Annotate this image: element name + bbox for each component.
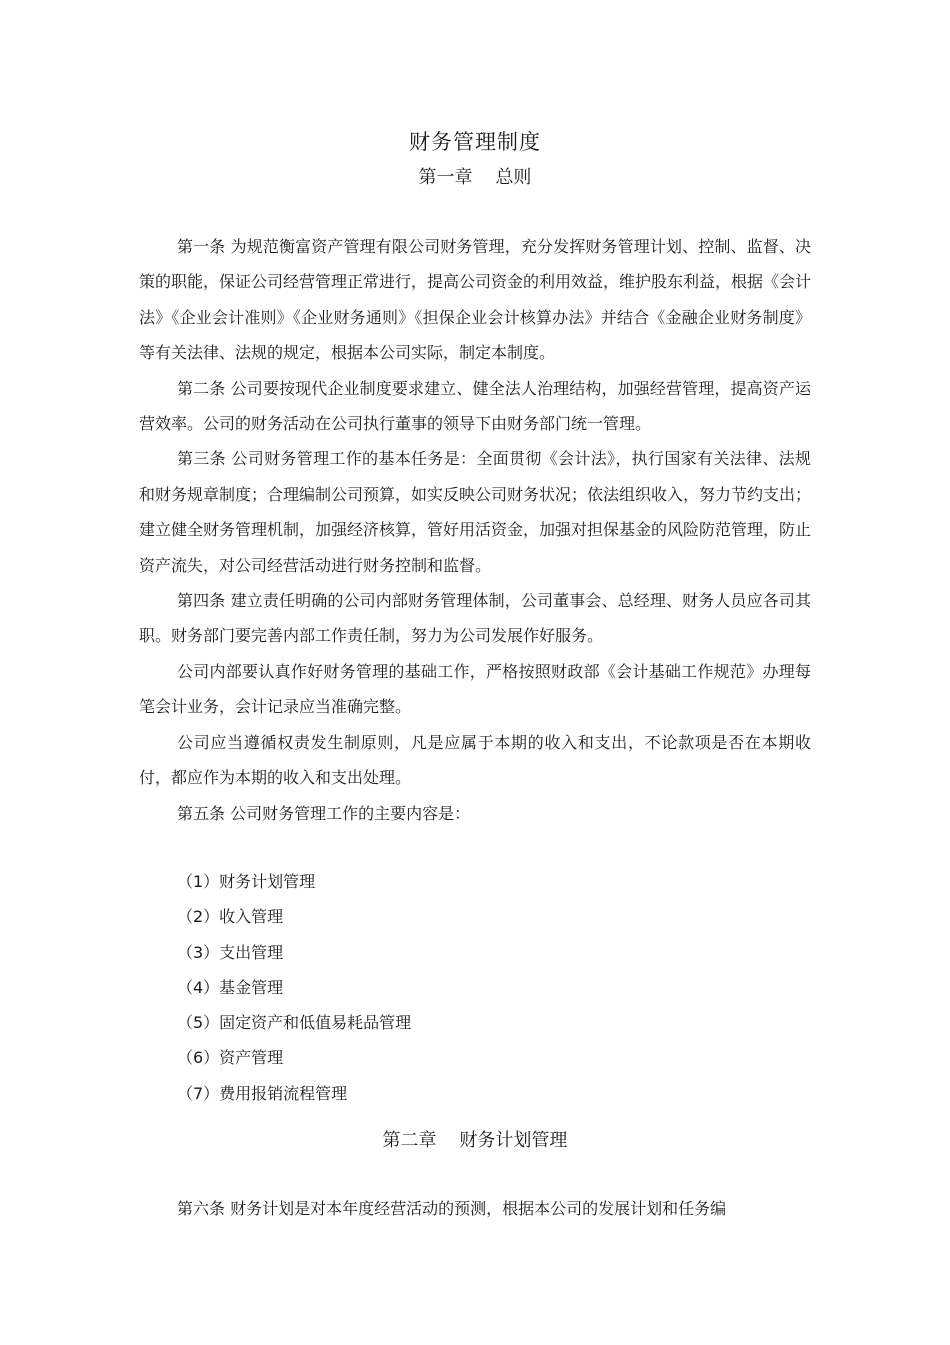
document-title: 财务管理制度 xyxy=(409,130,541,154)
list-item: （7）费用报销流程管理 xyxy=(177,1083,348,1103)
list-item: （4）基金管理 xyxy=(177,977,284,997)
article-3: 第三条 公司财务管理工作的基本任务是：全面贯彻《会计法》，执行国家有关法律、法规和财务规章制度；合理编制公司预算，如实反映公司财务状况；依法组织收入，努力节约支出；建立健全财务管理机制，加强经济核算，管好用活资金，加强对担保基金的风险防范管理，防止资产流失，对公司经营活动进行财务控制和监督。 xyxy=(139,449,812,575)
content-list xyxy=(177,864,411,1111)
article-1: 第一条 为规范衡富资产管理有限公司财务管理，充分发挥财务管理计划、控制、监督、决策的职能，保证公司经营管理正常进行，提高公司资金的利用效益，维护股东利益，根据《会计法》《企业会计准则》《企业财务通则》《担保企业会计核算办法》并结合《金融企业财务制度》等有关法律、法规的规定，根据本公司实际，制定本制度。 xyxy=(139,237,812,363)
article-4: 第四条 建立责任明确的公司内部财务管理体制，公司董事会、总经理、财务人员应各司其职。财务部门要完善内部工作责任制，努力为公司发展作好服务。 xyxy=(139,591,811,646)
list-item: （2）收入管理 xyxy=(177,907,284,927)
chapter-1-body xyxy=(139,229,811,831)
list-item: （1）财务计划管理 xyxy=(177,872,316,891)
article-4-note-1: 公司内部要认真作好财务管理的基础工作，严格按照财政部《会计基础工作规范》办理每笔会计业务，会计记录应当准确完整。 xyxy=(139,661,811,717)
chapter-1-heading: 第一章 总则 xyxy=(418,167,532,188)
article-4-note-2: 公司应当遵循权责发生制原则，凡是应属于本期的收入和支出，不论款项是否在本期收付，都应作为本期的收入和支出处理。 xyxy=(139,732,811,788)
chapter-2-body xyxy=(139,1191,811,1226)
article-5: 第五条 公司财务管理工作的主要内容是： xyxy=(177,803,471,823)
list-item: （6）资产管理 xyxy=(177,1048,284,1068)
article-2: 第二条 公司要按现代企业制度要求建立、健全法人治理结构，加强经营管理，提高资产运营效率。公司的财务活动在公司执行董事的领导下由财务部门统一管理。 xyxy=(139,378,811,434)
list-item: （5）固定资产和低值易耗品管理 xyxy=(177,1013,412,1033)
list-item: （3）支出管理 xyxy=(177,942,284,962)
chapter-2-heading: 第二章 财务计划管理 xyxy=(382,1130,568,1151)
article-6: 第六条 财务计划是对本年度经营活动的预测，根据本公司的发展计划和任务编 xyxy=(177,1199,727,1218)
